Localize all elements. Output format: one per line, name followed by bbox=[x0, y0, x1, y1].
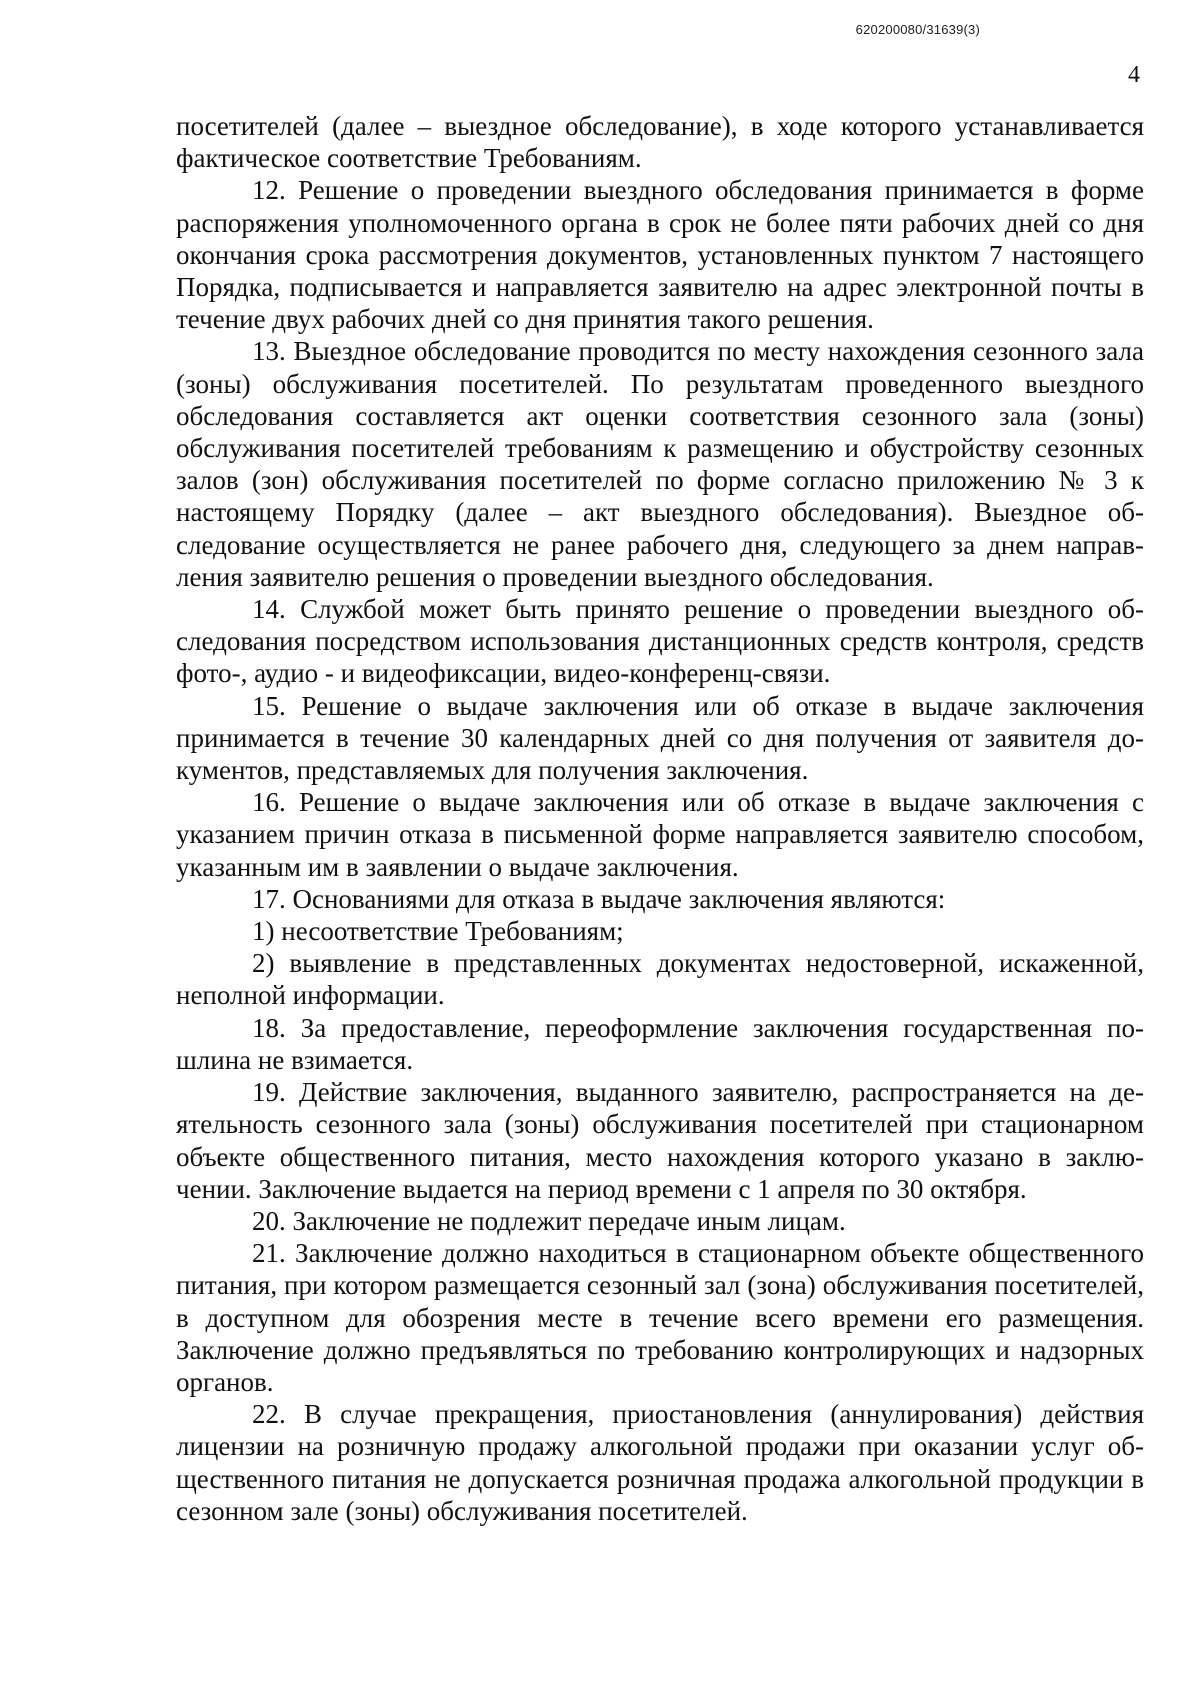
paragraph-21: 21. Заключение должно находиться в стационарном объекте общественного питания, при котором размещается сезонный зал (зона) обслуживания посетителей, в доступном для обозрения месте в течение всего времени его размещения. Заключение должно предъявляться по требованию контролирующих и надзорных органов. bbox=[176, 1238, 1144, 1397]
paragraph-17-item-2: 2) выявление в представленных документах недостоверной, искаженной, неполной информации. bbox=[176, 948, 1144, 1011]
paragraph-14: 14. Службой может быть принято решение о проведении выездного обследования посредством использования дистанционных средств контроля, средств фото-, аудио - и видеофиксации, видео-конференц-связи. bbox=[176, 594, 1144, 689]
page-body bbox=[176, 110, 1144, 1527]
paragraph-18: 18. За предоставление, переоформление заключения государственная пошлина не взимается. bbox=[176, 1012, 1144, 1075]
page-number: 4 bbox=[1128, 62, 1140, 88]
paragraph-13: 13. Выездное обследование проводится по месту нахождения сезонного зала (зоны) обслуживания посетителей. По результатам проведенного выездного обследования составляется акт оценки соответствия сезонного зала (зоны) обслуживания посетителей требованиям к размещению и обустройству сезонных залов (зон) обслуживания посетителей по форме согласно приложению № 3 к настоящему Порядку (далее – акт выездного обследования). Выездное обследование осуществляется не ранее рабочего дня, следующего за днем направления заявителю решения о проведении выездного обследования. bbox=[176, 336, 1144, 592]
paragraph-17: 17. Основаниями для отказа в выдаче заключения являются: bbox=[252, 883, 946, 914]
paragraph-continuation: посетителей (далее – выездное обследование), в ходе которого устанавливается фактическое соответствие Требованиям. bbox=[176, 111, 1144, 174]
paragraph-22: 22. В случае прекращения, приостановления (аннулирования) действия лицензии на розничную продажу алкогольной продажи при оказании услуг общественного питания не допускается розничная продажа алкогольной продукции в сезонном зале (зоны) обслуживания посетителей. bbox=[176, 1399, 1144, 1526]
paragraph-15: 15. Решение о выдаче заключения или об отказе в выдаче заключения принимается в течение 30 календарных дней со дня получения от заявителя документов, представляемых для получения заключения. bbox=[176, 690, 1144, 786]
paragraph-12: 12. Решение о проведении выездного обследования принимается в форме распоряжения уполномоченного органа в срок не более пяти рабочих дней со дня окончания срока рассмотрения документов, установленных пунктом 7 настоящего Порядка, подписывается и направляется заявителю на адрес электронной почты в течение двух рабочих дней со дня принятия такого решения. bbox=[176, 175, 1144, 335]
paragraph-16: 16. Решение о выдаче заключения или об отказе в выдаче заключения с указанием причин отказа в письменной форме направляется заявителю способом, указанным им в заявлении о выдаче заключения. bbox=[176, 787, 1144, 882]
paragraph-20: 20. Заключение не подлежит передаче иным лицам. bbox=[252, 1205, 846, 1236]
document-id: 620200080/31639(3) bbox=[855, 22, 980, 37]
paragraph-17-item-1: 1) несоответствие Требованиям; bbox=[252, 916, 624, 947]
paragraph-19: 19. Действие заключения, выданного заявителю, распространяется на деятельность сезонного зала (зоны) обслуживания посетителей при стационарном объекте общественного питания, место нахождения которого указано в заключении. Заключение выдается на период времени с 1 апреля по 30 октября. bbox=[176, 1077, 1144, 1204]
